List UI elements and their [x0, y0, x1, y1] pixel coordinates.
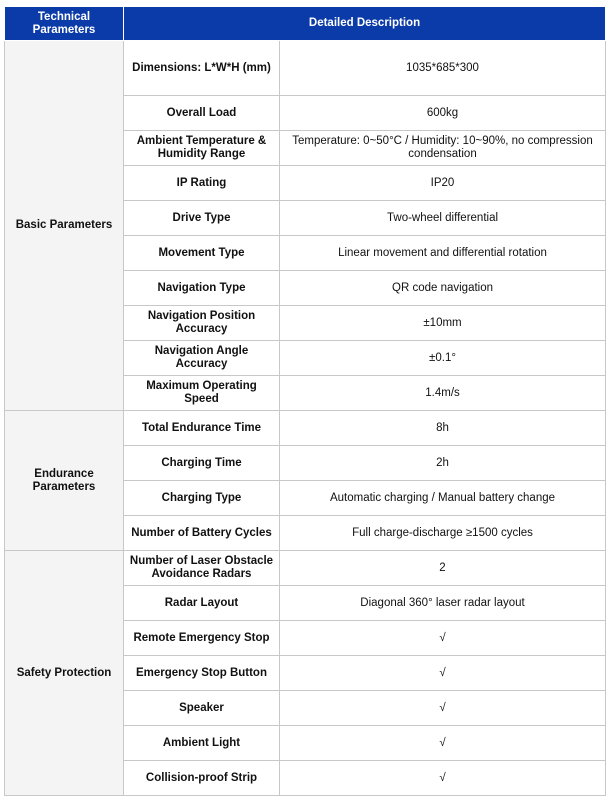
parameter-name: IP Rating: [124, 166, 280, 201]
parameter-description: 1035*685*300: [280, 41, 606, 96]
parameter-name: Dimensions: L*W*H (mm): [124, 41, 280, 96]
parameter-name: Collision-proof Strip: [124, 761, 280, 796]
group-label: Basic Parameters: [5, 41, 124, 411]
parameter-description: √: [280, 656, 606, 691]
parameter-description: ±0.1°: [280, 341, 606, 376]
parameter-description: √: [280, 726, 606, 761]
parameter-name: Navigation Position Accuracy: [124, 306, 280, 341]
header-technical-parameters: Technical Parameters: [5, 7, 124, 41]
parameter-description: Linear movement and differential rotation: [280, 236, 606, 271]
parameter-description: Full charge-discharge ≥1500 cycles: [280, 516, 606, 551]
parameter-name: Drive Type: [124, 201, 280, 236]
spec-table: [4, 6, 606, 796]
parameter-description: Two-wheel differential: [280, 201, 606, 236]
parameter-name: Total Endurance Time: [124, 411, 280, 446]
parameter-name: Maximum Operating Speed: [124, 376, 280, 411]
spec-body: [5, 41, 606, 796]
parameter-description: IP20: [280, 166, 606, 201]
group-label: Safety Protection: [5, 551, 124, 796]
parameter-name: Navigation Type: [124, 271, 280, 306]
parameter-name: Movement Type: [124, 236, 280, 271]
parameter-name: Overall Load: [124, 96, 280, 131]
group-label: Endurance Parameters: [5, 411, 124, 551]
parameter-name: Charging Time: [124, 446, 280, 481]
parameter-name: Ambient Temperature & Humidity Range: [124, 131, 280, 166]
parameter-name: Ambient Light: [124, 726, 280, 761]
table-row: [5, 41, 606, 96]
header-detailed-description: Detailed Description: [124, 7, 606, 41]
parameter-name: Number of Laser Obstacle Avoidance Radars: [124, 551, 280, 586]
parameter-name: Number of Battery Cycles: [124, 516, 280, 551]
parameter-description: √: [280, 761, 606, 796]
parameter-name: Charging Type: [124, 481, 280, 516]
parameter-description: 600kg: [280, 96, 606, 131]
parameter-description: Temperature: 0~50°C / Humidity: 10~90%, no compression condensation: [280, 131, 606, 166]
header-row: [5, 7, 606, 41]
parameter-description: Automatic charging / Manual battery change: [280, 481, 606, 516]
parameter-description: QR code navigation: [280, 271, 606, 306]
parameter-description: √: [280, 691, 606, 726]
table-row: [5, 551, 606, 586]
parameter-description: 2: [280, 551, 606, 586]
parameter-name: Radar Layout: [124, 586, 280, 621]
table-row: [5, 411, 606, 446]
parameter-description: √: [280, 621, 606, 656]
parameter-description: 8h: [280, 411, 606, 446]
parameter-name: Navigation Angle Accuracy: [124, 341, 280, 376]
parameter-description: Diagonal 360° laser radar layout: [280, 586, 606, 621]
parameter-name: Speaker: [124, 691, 280, 726]
parameter-description: 1.4m/s: [280, 376, 606, 411]
parameter-name: Emergency Stop Button: [124, 656, 280, 691]
parameter-description: 2h: [280, 446, 606, 481]
parameter-name: Remote Emergency Stop: [124, 621, 280, 656]
parameter-description: ±10mm: [280, 306, 606, 341]
